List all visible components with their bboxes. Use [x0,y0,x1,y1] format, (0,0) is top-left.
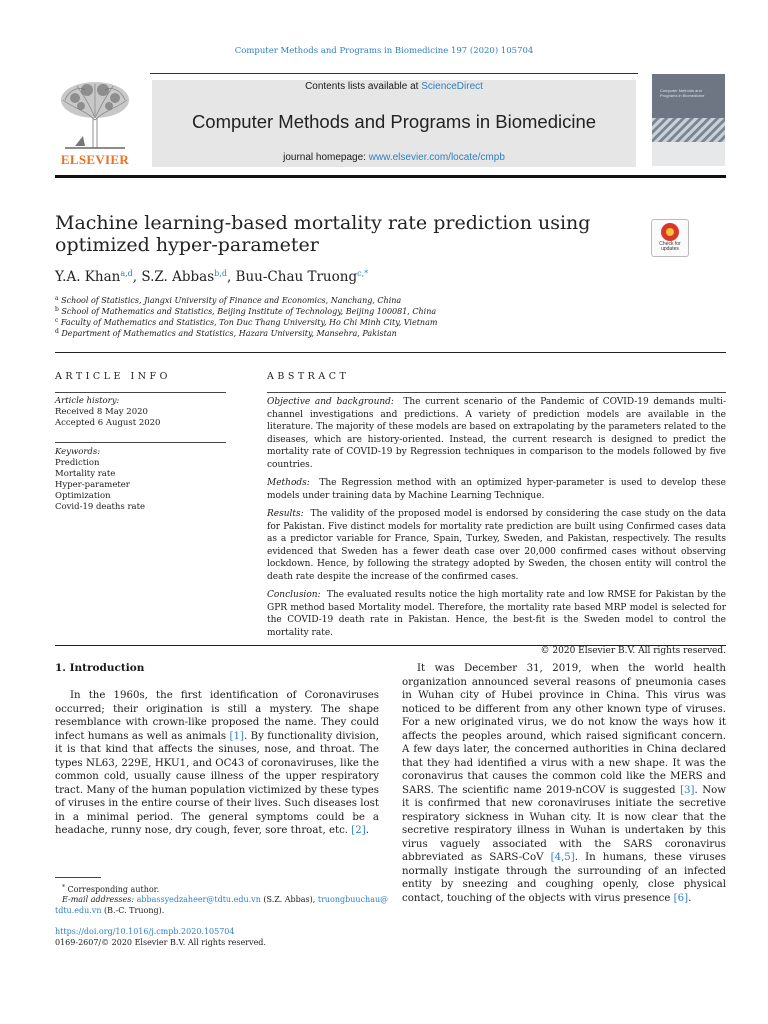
abstract-section [267,477,726,502]
abstract-section-label: Objective and background: [267,397,394,407]
abstract-section-text: The evaluated results notice the high mortality rate and low RMSE for Pakistan by the GPR method based Mortality model. Therefore, the mortality rate based MRP model is selected for the COVID-19 death rate in Pakistan. Hence, the best-fit is the Sweden model to control the mortality rate. [267,590,726,638]
email-label: E-mail addresses: [62,895,135,904]
abstract-section [267,508,726,583]
keyword: Prediction [55,458,100,468]
email-owner: (B.-C. Truong). [104,906,165,915]
affiliation-text: Faculty of Mathematics and Statistics, Ton Duc Thang University, Ho Chi Minh City, Vietnam [60,318,438,327]
email-link[interactable]: abbassyedzaheer@tdtu.edu.vn [136,895,261,904]
author-name: Buu-Chau Truong [235,269,358,285]
homepage-line [152,152,636,163]
journal-cover-thumbnail[interactable] [652,74,725,166]
abstract-rule [267,392,726,393]
journal-reference[interactable]: Computer Methods and Programs in Biomedicine 197 (2020) 105704 [234,46,534,56]
journal-title: Computer Methods and Programs in Biomedicine [191,111,597,132]
author-affiliation-link[interactable]: b,d [214,269,227,278]
footnote-rule [55,877,101,878]
section-heading: 1. Introduction [55,662,145,674]
body-left-column [55,689,379,838]
cover-title: Computer Methods and Programs in Biomedicine [660,88,705,98]
homepage-prefix: journal homepage: [283,152,369,163]
body-paragraph: In the 1960s, the first identification of Coronaviruses occurred; their origination is still a mystery. The shape resemblance with crown-like proposed the name. They could infect humans as well as animals [1]. By functionality division, it is that kind that affects the sinuses, nose, and throat. The types NL63, 229E, HKU1, and OC43 of coronaviruses, like the common cold, usually cause illness of the upper respiratory tract. Many of the human population victimized by these types of viruses in the entire course of their lives. Such diseases lost in a minimal period. The general symptoms could be a headache, runny nose, dry cough, fever, sore throat, etc. [2]. [55,690,379,836]
abstract-section-text: The current scenario of the Pandemic of COVID-19 demands multi-channel investigations and predictions. A variety of prediction models are available in the literature. The majority of these models are based on extrapolating by the parameters related to the diseases, which are history-oriented. Instead, the current research is designed to predict the mortality rate of COVID-19 by Regression techniques in comparison to the models followed by five countries. [267,397,726,470]
email-continuation [55,905,164,917]
keyword: Mortality rate [55,469,116,479]
author-list: Y.A. Khan$^{a,d}$, S.Z. Abbas$^{b,d}$, Buu-Chau Truong$^{c,*}$ [55,269,369,285]
section-divider [55,352,726,353]
abstract-body [267,396,726,658]
abstract-heading: ABSTRACT [267,371,350,382]
masthead-top-rule [150,73,638,74]
crossmark-label: Check for updates [659,241,681,252]
affiliation [55,306,436,316]
abstract-section-label: Results: [267,509,304,519]
article-info-heading: ARTICLE INFO [55,371,171,382]
abstract-section-label: Conclusion: [267,590,321,600]
contents-line [152,81,636,92]
body-paragraph: It was December 31, 2019, when the world health organization announced several reasons of pneumonia cases in Wuhan city of Hubei province in China. This virus was noticed to be different from any other known type of viruses. For a new originated virus, we do not know the ways how it affects the peoples around, which raised significant concern. A few days later, the concerned authorities in China declared that they had identified a virus with a new shape. It was the coronavirus that causes the common cold like the MERS and SARS. The scientific name 2019-nCOV is suggested [3]. Now it is confirmed that new coronaviruses initiate the secretive respiratory sickness in Wuhan city. It is now clear that the secretive respiratory illness in Wuhan is undertaken by this virus vaguely associated with the SARS coronavirus abbreviated as SARS-CoV [4,5]. In humans, these viruses normally instigate through the surrounding of an infected entity by sneezing and coughing openly, close physical contact, touching of the objects with virus presence [6]. [402,663,726,904]
affiliation [55,328,397,338]
article-info-rule [55,392,226,393]
affiliation [55,295,401,305]
abstract-section-label: Methods: [267,478,310,488]
masthead-bottom-rule [55,175,726,178]
copyright-notice: © 2020 Elsevier B.V. All rights reserved. [540,646,726,656]
body-divider [55,645,726,646]
author-affiliation-link[interactable]: a,d [120,269,133,278]
affiliation-mark: b [55,306,59,313]
corresponding-author-note: * Corresponding author. [62,884,160,894]
affiliation-text: Department of Mathematics and Statistics, Hazara University, Mansehra, Pakistan [61,329,397,338]
citation-link[interactable]: [3] [680,784,695,796]
affiliation-mark: c [55,317,59,324]
article-history-label: Article history: [55,396,120,406]
citation-link[interactable]: [6] [673,892,689,904]
affiliation-text: School of Statistics, Jiangxi University of Finance and Economics, Nanchang, China [61,296,402,305]
accepted-date: Accepted 6 August 2020 [55,418,161,428]
cover-pattern [652,118,725,142]
keyword: Covid-19 deaths rate [55,502,146,512]
paper-title: Machine learning-based mortality rate prediction using optimized hyper-parameter [55,212,591,256]
abstract-section [267,396,726,471]
author-affiliation-link[interactable]: c,* [357,269,369,278]
elsevier-wordmark: ELSEVIER [60,152,130,167]
abstract-section-text: The validity of the proposed model is endorsed by considering the case study on the data for Pakistan. Five distinct models for mortality rate prediction are built using Confirmed cases data as a predictor variable for France, Spain, Turkey, Sweden, and Pakistan, respectively. The results evidenced that Sweden has a fewer death case over 20,000 confirmed cases without observing lockdown. Hence, by following the strategy adopted by Sweden, the chosen entity will control the death rate despite the increase of the confirmed cases. [267,509,726,582]
affiliation-mark: d [55,328,59,335]
body-right-column [402,662,726,905]
sciencedirect-link[interactable]: ScienceDirect [421,81,483,92]
author-name: S.Z. Abbas [141,269,215,285]
abstract-section-text: The Regression method with an optimized hyper-parameter is used to develop these models under training data by Machine Learning Technique. [267,478,726,501]
keyword: Optimization [55,491,111,501]
contents-prefix: Contents lists available at [305,81,422,92]
doi-link[interactable]: https://doi.org/10.1016/j.cmpb.2020.105704 [55,927,235,936]
citation-link[interactable]: [2] [351,825,366,836]
abstract-section [267,589,726,639]
received-date: Received 8 May 2020 [55,407,148,417]
email-addresses [62,894,389,906]
cover-bottom [652,142,725,166]
crossmark-icon [661,223,679,241]
keywords-label: Keywords: [55,447,101,457]
citation-link[interactable]: [4,5] [550,852,575,863]
affiliation [55,317,437,327]
keywords-rule [55,442,226,443]
affiliation-text: School of Mathematics and Statistics, Beijing Institute of Technology, Beijing 100081, China [61,307,437,316]
keyword: Hyper-parameter [55,480,130,490]
author-name: Y.A. Khan [55,269,121,285]
email-owner: (S.Z. Abbas), [263,895,316,904]
check-for-updates-badge[interactable] [651,219,689,257]
email-link[interactable]: truongbuuchau@ [317,895,389,904]
affiliation-mark: a [55,295,59,302]
email-link[interactable]: tdtu.edu.vn [55,906,102,915]
issn-line: 0169-2607/© 2020 Elsevier B.V. All rights reserved. [55,938,266,947]
citation-link[interactable]: [1] [229,730,244,742]
journal-homepage-link[interactable]: www.elsevier.com/locate/cmpb [368,152,505,163]
